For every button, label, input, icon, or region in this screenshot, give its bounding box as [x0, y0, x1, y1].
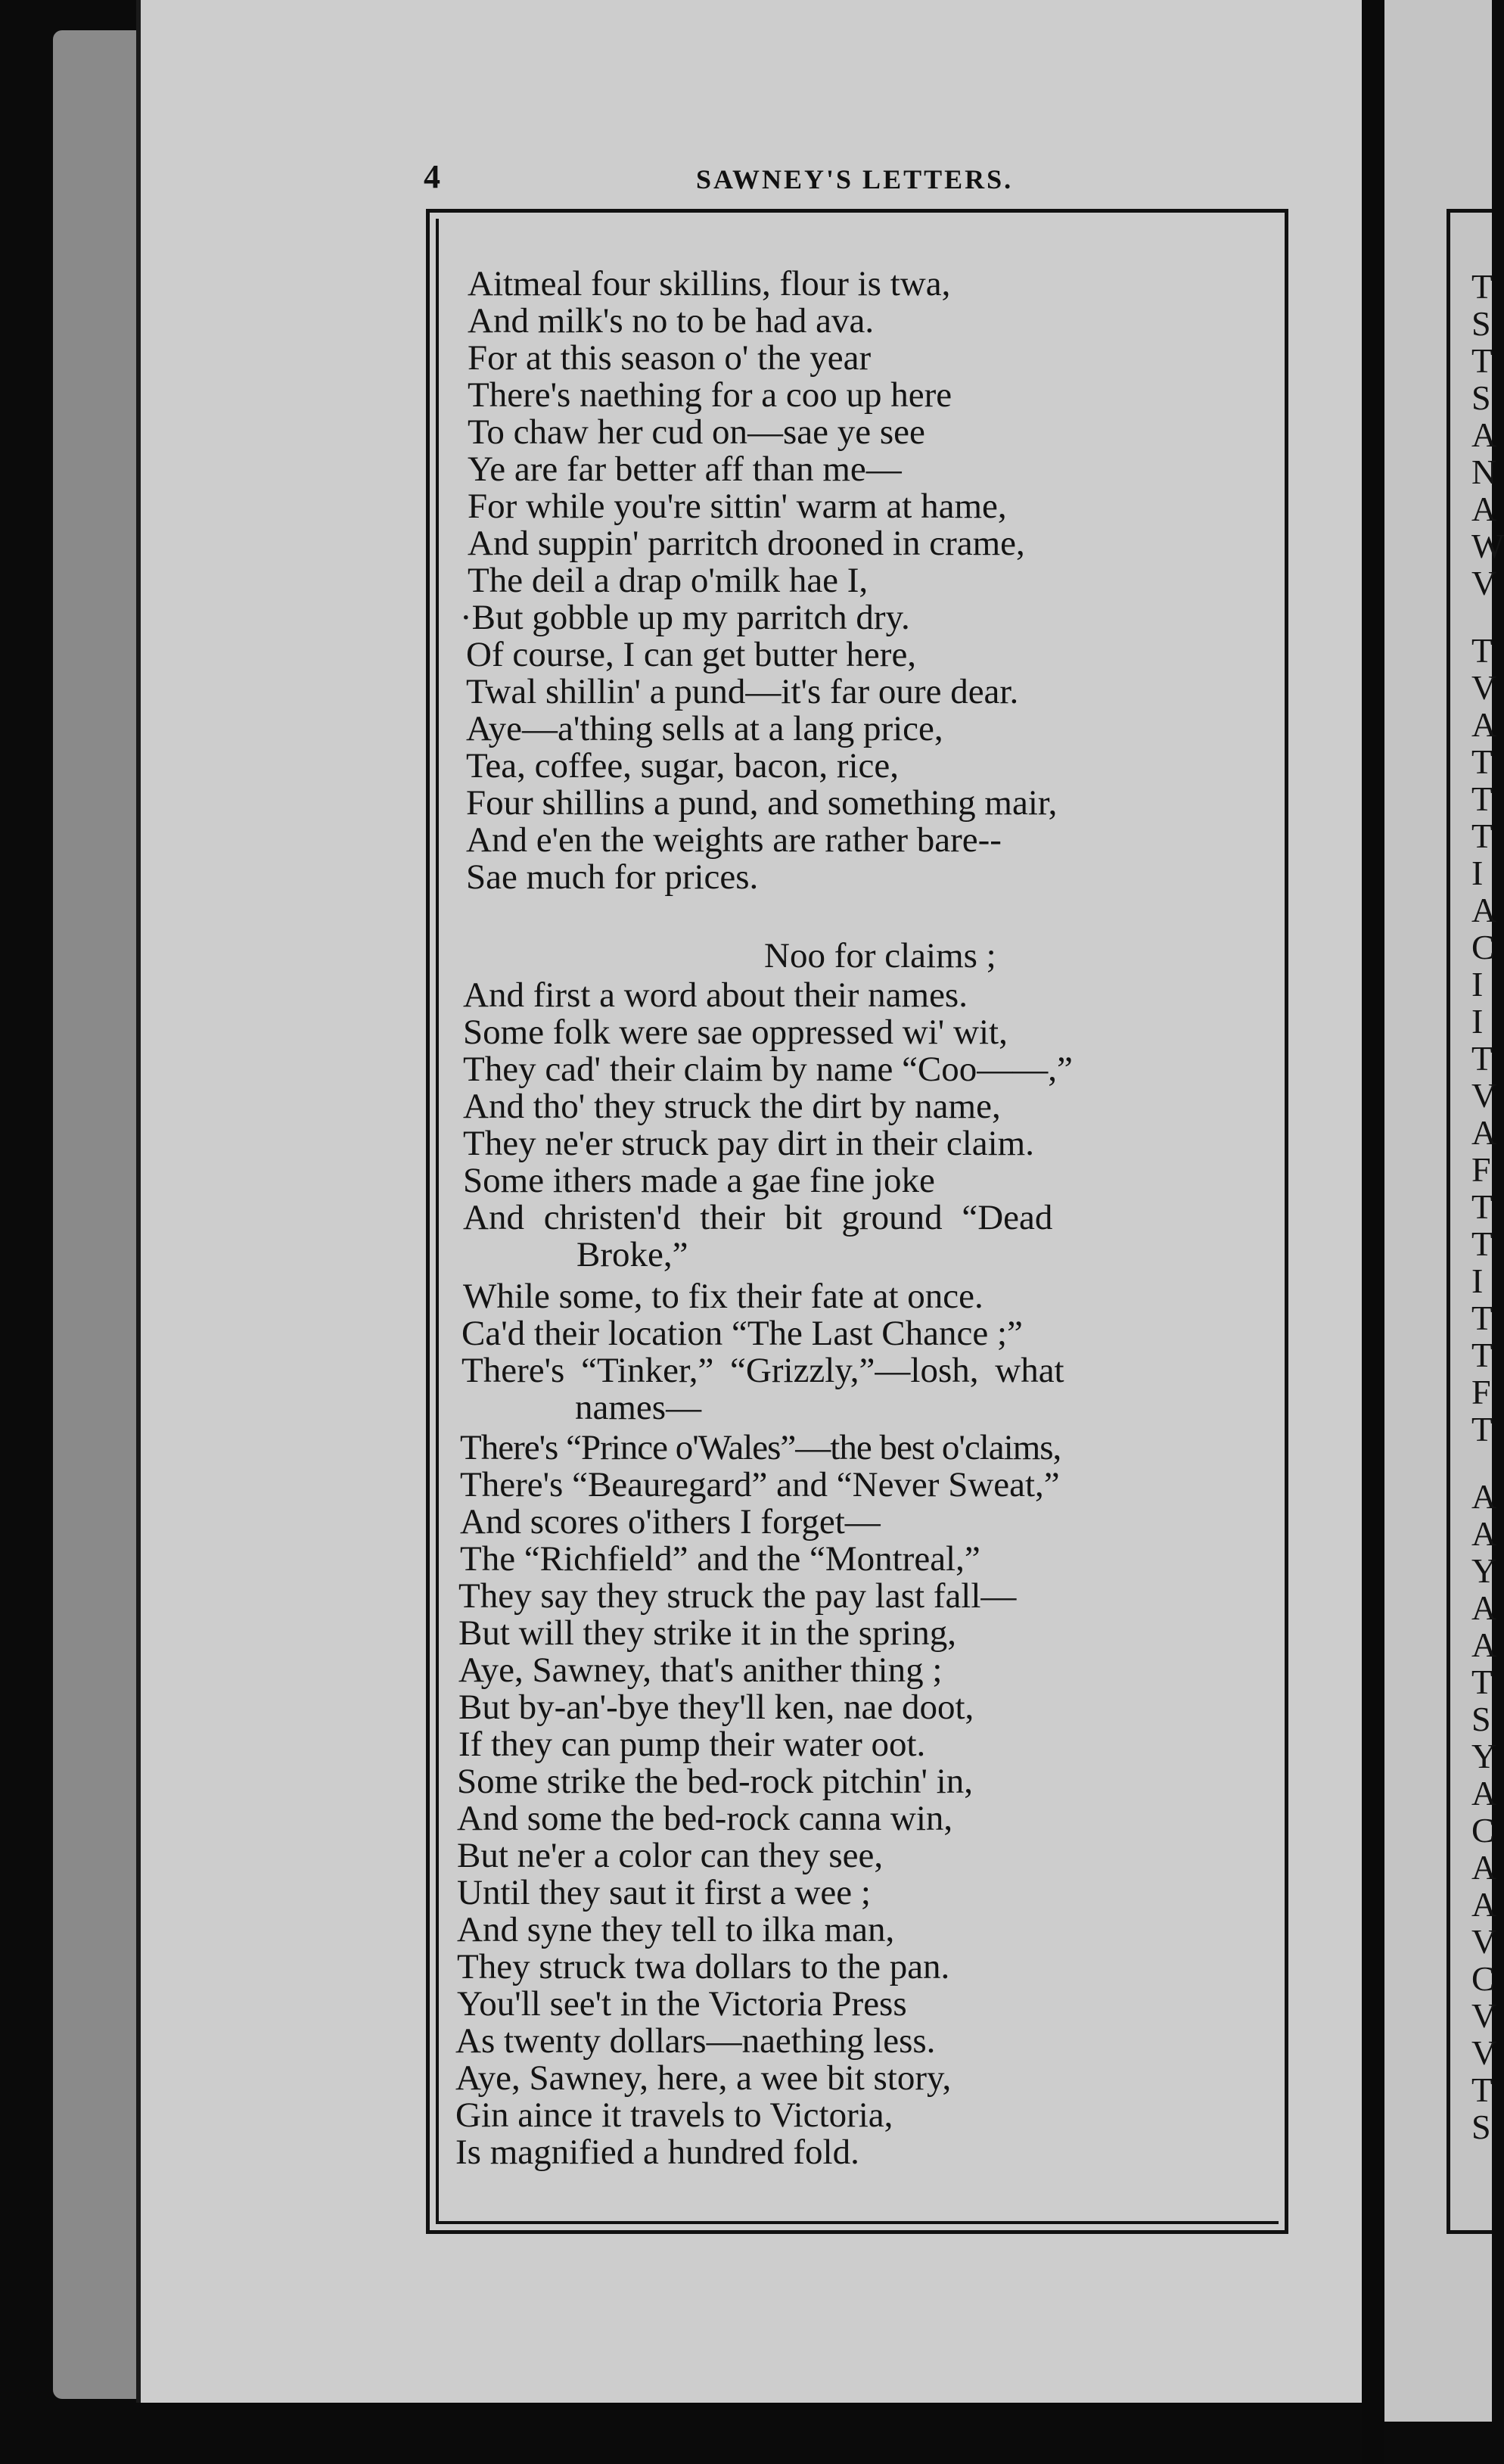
right-page-letter: T	[1471, 1187, 1493, 1226]
right-page-letter: F	[1471, 1150, 1491, 1189]
poem-line: And syne they tell to ilka man,	[457, 1910, 895, 1949]
poem-line: Some folk were sae oppressed wi' wit,	[463, 1013, 1008, 1052]
page-number: 4	[424, 158, 440, 195]
poem-line: Until they saut it first a wee ;	[457, 1873, 871, 1912]
poem-line: Ca'd their location “The Last Chance ;”	[461, 1314, 1023, 1353]
right-page-letter: S	[1471, 1700, 1491, 1738]
poem-line: And scores o'ithers I forget—	[460, 1502, 881, 1542]
right-page-letter: V	[1471, 564, 1497, 602]
right-page-letter: C	[1471, 1959, 1495, 1998]
running-title: SAWNEY'S LETTERS.	[696, 164, 1014, 194]
right-page-letter: T	[1471, 1410, 1493, 1448]
poem-line: Gin aince it travels to Victoria,	[455, 2095, 893, 2135]
poem-line: Sae much for prices.	[466, 857, 759, 897]
poem-line: Aye—a'thing sells at a lang price,	[466, 709, 943, 748]
poem-line: While some, to fix their fate at once.	[463, 1277, 984, 1316]
poem-line: They struck twa dollars to the pan.	[457, 1947, 950, 1986]
poem-line: Some strike the bed-rock pitchin' in,	[457, 1762, 973, 1801]
poem-line: Four shillins a pund, and something mair,	[466, 783, 1058, 823]
book-gutter	[1362, 0, 1384, 2464]
right-page-letter: W	[1471, 527, 1504, 565]
right-page-letter: T	[1471, 1039, 1493, 1078]
section-heading: Noo for claims ;	[764, 936, 996, 975]
poem-line: The “Richfield” and the “Montreal,”	[460, 1539, 980, 1579]
poem-line: But ne'er a color can they see,	[457, 1836, 884, 1875]
poem-line: They ne'er struck pay dirt in their claim.	[463, 1124, 1034, 1163]
right-page-letter: S	[1471, 2108, 1491, 2146]
poem-line: Aye, Sawney, that's anither thing ;	[458, 1650, 943, 1690]
right-page-letter: I	[1471, 965, 1484, 1003]
poem-line: But will they strike it in the spring,	[458, 1613, 956, 1653]
poem-line: They cad' their claim by name “Coo——,”	[463, 1050, 1073, 1089]
right-page-letter: T	[1471, 267, 1493, 306]
right-page-letter: A	[1471, 415, 1497, 454]
right-page-letter: V	[1471, 668, 1497, 707]
poem-line: And suppin' parritch drooned in crame,	[468, 524, 1025, 563]
right-page-letter: I	[1471, 854, 1484, 892]
right-page-letter: I	[1471, 1002, 1484, 1041]
right-page-letter: A	[1471, 1774, 1497, 1812]
poem-line: Some ithers made a gae fine joke	[463, 1161, 935, 1200]
right-page-letter: I	[1471, 1262, 1484, 1300]
right-page-letter: A	[1471, 705, 1497, 744]
poem-line: And tho' they struck the dirt by name,	[463, 1087, 1001, 1126]
poem-line: Twal shillin' a pund—it's far oure dear.	[466, 672, 1019, 711]
right-page-letter: T	[1471, 742, 1493, 781]
right-page-letter: V	[1471, 1922, 1497, 1961]
poem-line: There's “Prince o'Wales”—the best o'claims,	[460, 1428, 1061, 1467]
right-page-letter: T	[1471, 817, 1493, 855]
poem-line: For while you're sittin' warm at hame,	[468, 487, 1007, 526]
poem-line: Is magnified a hundred fold.	[455, 2133, 859, 2172]
page-header	[424, 157, 1301, 203]
poem-line-continuation: Broke,”	[576, 1235, 688, 1274]
right-page-letter: Y	[1471, 1551, 1497, 1590]
right-page-letter: S	[1471, 304, 1491, 343]
poem-line: Ye are far better aff than me—	[468, 450, 902, 489]
right-page-letter: V	[1471, 1076, 1497, 1115]
poem-line: And milk's no to be had ava.	[468, 301, 875, 341]
right-page-letter: Y	[1471, 1737, 1497, 1775]
right-page-letter: C	[1471, 928, 1495, 966]
right-page-letter: A	[1471, 1514, 1497, 1553]
poem-line: There's “Beauregard” and “Never Sweat,”	[460, 1465, 1060, 1504]
right-page-letter: A	[1471, 490, 1497, 528]
right-page-letter: T	[1471, 631, 1493, 670]
poem-line: There's “Tinker,” “Grizzly,”—losh, what	[461, 1351, 1064, 1390]
poem-line: But by-an'-bye they'll ken, nae doot,	[458, 1688, 974, 1727]
right-page-letter: A	[1471, 1113, 1497, 1152]
right-page-letter: A	[1471, 891, 1497, 929]
right-page-letter: C	[1471, 1811, 1495, 1850]
poem-line: As twenty dollars—naething less.	[455, 2021, 936, 2061]
poem-line: Of course, I can get butter here,	[466, 635, 917, 674]
poem-line: And some the bed-rock canna win,	[457, 1799, 953, 1838]
right-page-letter: S	[1471, 378, 1491, 417]
right-page-letter: T	[1471, 1663, 1493, 1701]
poem-line: Tea, coffee, sugar, bacon, rice,	[466, 746, 900, 786]
poem-line: You'll see't in the Victoria Press	[457, 1984, 907, 2024]
right-page-letter: A	[1471, 1626, 1497, 1664]
poem-line: And first a word about their names.	[463, 975, 968, 1015]
right-page-letter: T	[1471, 341, 1493, 380]
poem-line-continuation: names—	[575, 1388, 702, 1427]
right-page-letter: F	[1471, 1373, 1491, 1411]
right-page-letter: A	[1471, 1477, 1497, 1516]
poem-line: And christen'd their bit ground “Dead	[463, 1198, 1053, 1237]
poem-line: And e'en the weights are rather bare--	[466, 820, 1002, 860]
right-page-letter: T	[1471, 779, 1493, 818]
poem-line: Aitmeal four skillins, flour is twa,	[468, 264, 951, 303]
poem-line: If they can pump their water oot.	[458, 1725, 926, 1764]
right-page-letter: T	[1471, 2070, 1493, 2109]
right-page-letter: A	[1471, 1588, 1497, 1627]
right-page-letter: A	[1471, 1848, 1497, 1887]
right-page-letter: A	[1471, 1885, 1497, 1924]
poem-line: ·But gobble up my parritch dry.	[460, 598, 910, 637]
poem-line: For at this season o' the year	[468, 338, 872, 378]
poem-line: They say they struck the pay last fall—	[458, 1576, 1017, 1616]
right-page-letter: T	[1471, 1336, 1493, 1374]
poem-line: There's naething for a coo up here	[468, 375, 952, 415]
right-page-letter: T	[1471, 1299, 1493, 1337]
right-page-letter: V	[1471, 1996, 1497, 2035]
right-page-letter: N	[1471, 453, 1497, 491]
right-page-letter: V	[1471, 2033, 1497, 2072]
poem-line: Aye, Sawney, here, a wee bit story,	[455, 2058, 952, 2098]
right-page-letter: T	[1471, 1224, 1493, 1263]
poem-line: The deil a drap o'milk hae I,	[468, 561, 869, 600]
poem-line: To chaw her cud on—sae ye see	[468, 412, 925, 452]
